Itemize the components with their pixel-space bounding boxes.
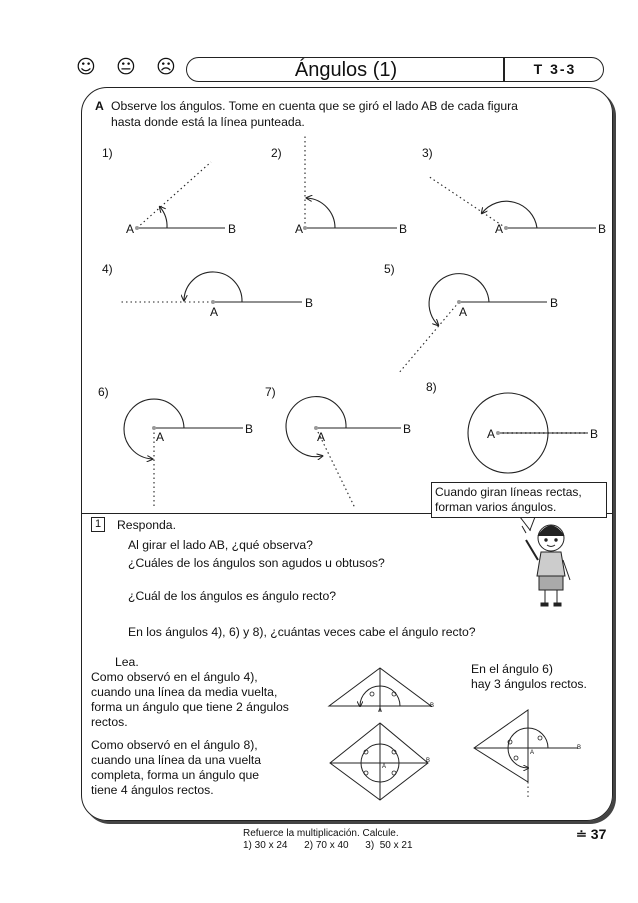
fig-7-label-a: A (317, 430, 326, 444)
lesson-code: T 3-3 (533, 61, 577, 77)
fig-2-label-b: B (399, 222, 408, 236)
fig-3-label-b: B (598, 222, 607, 236)
footer-exercises: 1) 30 x 24 2) 70 x 40 3) 50 x 21 (243, 840, 413, 851)
fig-3-number: 3) (422, 146, 433, 160)
section-a-instruction-1: Observe los ángulos. Tome en cuenta que se giró el lado AB de cada figura (111, 99, 518, 113)
diagram-3-label-a: A (530, 750, 535, 756)
question-2: ¿Cuáles de los ángulos son agudos u obtusos? (128, 556, 385, 570)
figure-4 (121, 272, 302, 302)
fig-8-number: 8) (426, 380, 437, 394)
diagram-1-label-b: B (430, 703, 435, 709)
fig-1-label-a: A (126, 222, 135, 236)
lea-p3-line-1: En el ángulo 6) (471, 662, 553, 676)
figure-2 (305, 136, 397, 228)
diagram-full-turn (330, 723, 431, 800)
diagram-1-label-a: A (378, 708, 383, 714)
neutral-face-icon[interactable]: 😐 (116, 56, 136, 78)
figure-3 (428, 176, 596, 228)
lea-p2-line-2: cuando una línea da una vuelta (91, 753, 262, 767)
fig-1-label-b: B (228, 222, 237, 236)
fig-6-label-b: B (245, 422, 254, 436)
fig-5-label-a: A (459, 305, 468, 319)
diagram-three-quarters (474, 710, 578, 800)
diagram-2-label-a: A (382, 764, 387, 770)
speech-bubble (431, 482, 607, 518)
fig-5-label-b: B (550, 296, 559, 310)
fig-4-label-a: A (210, 305, 219, 319)
happy-face-icon[interactable]: ☺ (76, 56, 96, 78)
section-a-instruction-2: hasta donde está la línea punteada. (111, 115, 305, 129)
lea-p2-line-1: Como observó en el ángulo 8), (91, 738, 258, 752)
fig-5-number: 5) (384, 262, 395, 276)
lea-p1-line-3: forma un ángulo que tiene 2 ángulos (91, 700, 289, 714)
diagram-half-turn (329, 668, 431, 712)
diagram-2-label-b: B (426, 758, 431, 764)
fig-3-label-a: A (495, 222, 504, 236)
page-number: 37 (590, 826, 607, 842)
fig-1-number: 1) (102, 146, 113, 160)
lea-p1-line-1: Como observó en el ángulo 4), (91, 670, 258, 684)
fig-7-number: 7) (265, 385, 276, 399)
lea-p1-line-2: cuando una línea da media vuelta, (91, 685, 278, 699)
fig-2-number: 2) (271, 146, 282, 160)
lea-paragraph-3 (471, 662, 587, 692)
sad-face-icon[interactable]: ☹ (156, 56, 176, 78)
question-3: ¿Cuál de los ángulos es ángulo recto? (128, 589, 336, 603)
fig-2-label-a: A (295, 222, 304, 236)
figure-1 (137, 162, 225, 228)
page-number-area (576, 826, 606, 843)
footer-instruction: Refuerce la multiplicación. Calcule. (243, 828, 399, 839)
speech-line-2: forman varios ángulos. (435, 500, 557, 514)
lea-paragraph-1 (91, 670, 289, 730)
figure-8 (468, 393, 588, 473)
girl-illustration (522, 524, 570, 606)
fig-6-number: 6) (98, 385, 109, 399)
page-icon: ≐ (576, 827, 587, 842)
lea-p3-line-2: hay 3 ángulos rectos. (471, 677, 587, 691)
fig-8-label-b: B (590, 427, 599, 441)
lea-paragraph-2 (91, 738, 261, 798)
fig-7-label-b: B (403, 422, 412, 436)
section-a-letter: A (95, 99, 104, 113)
lea-p1-line-4: rectos. (91, 715, 128, 729)
figure-7 (286, 397, 401, 508)
lea-p2-line-3: completa, forma un ángulo que (91, 768, 260, 782)
fig-4-label-b: B (305, 296, 314, 310)
question-1: Al girar el lado AB, ¿qué observa? (128, 538, 313, 552)
lea-label: Lea. (115, 655, 139, 669)
responda-label: Responda. (117, 518, 176, 532)
question-4: En los ángulos 4), 6) y 8), ¿cuántas veces cabe el ángulo recto? (128, 625, 476, 639)
figure-5 (398, 274, 547, 374)
fig-8-label-a: A (487, 427, 496, 441)
figure-6 (124, 399, 243, 508)
lea-p2-line-4: tiene 4 ángulos rectos. (91, 783, 214, 797)
page-title: Ángulos (1) (294, 59, 398, 81)
question-number-box: 1 (91, 517, 105, 532)
diagram-3-label-b: B (577, 745, 582, 751)
fig-4-number: 4) (102, 262, 113, 276)
fig-6-label-a: A (156, 430, 165, 444)
speech-line-1: Cuando giran líneas rectas, (435, 485, 582, 499)
